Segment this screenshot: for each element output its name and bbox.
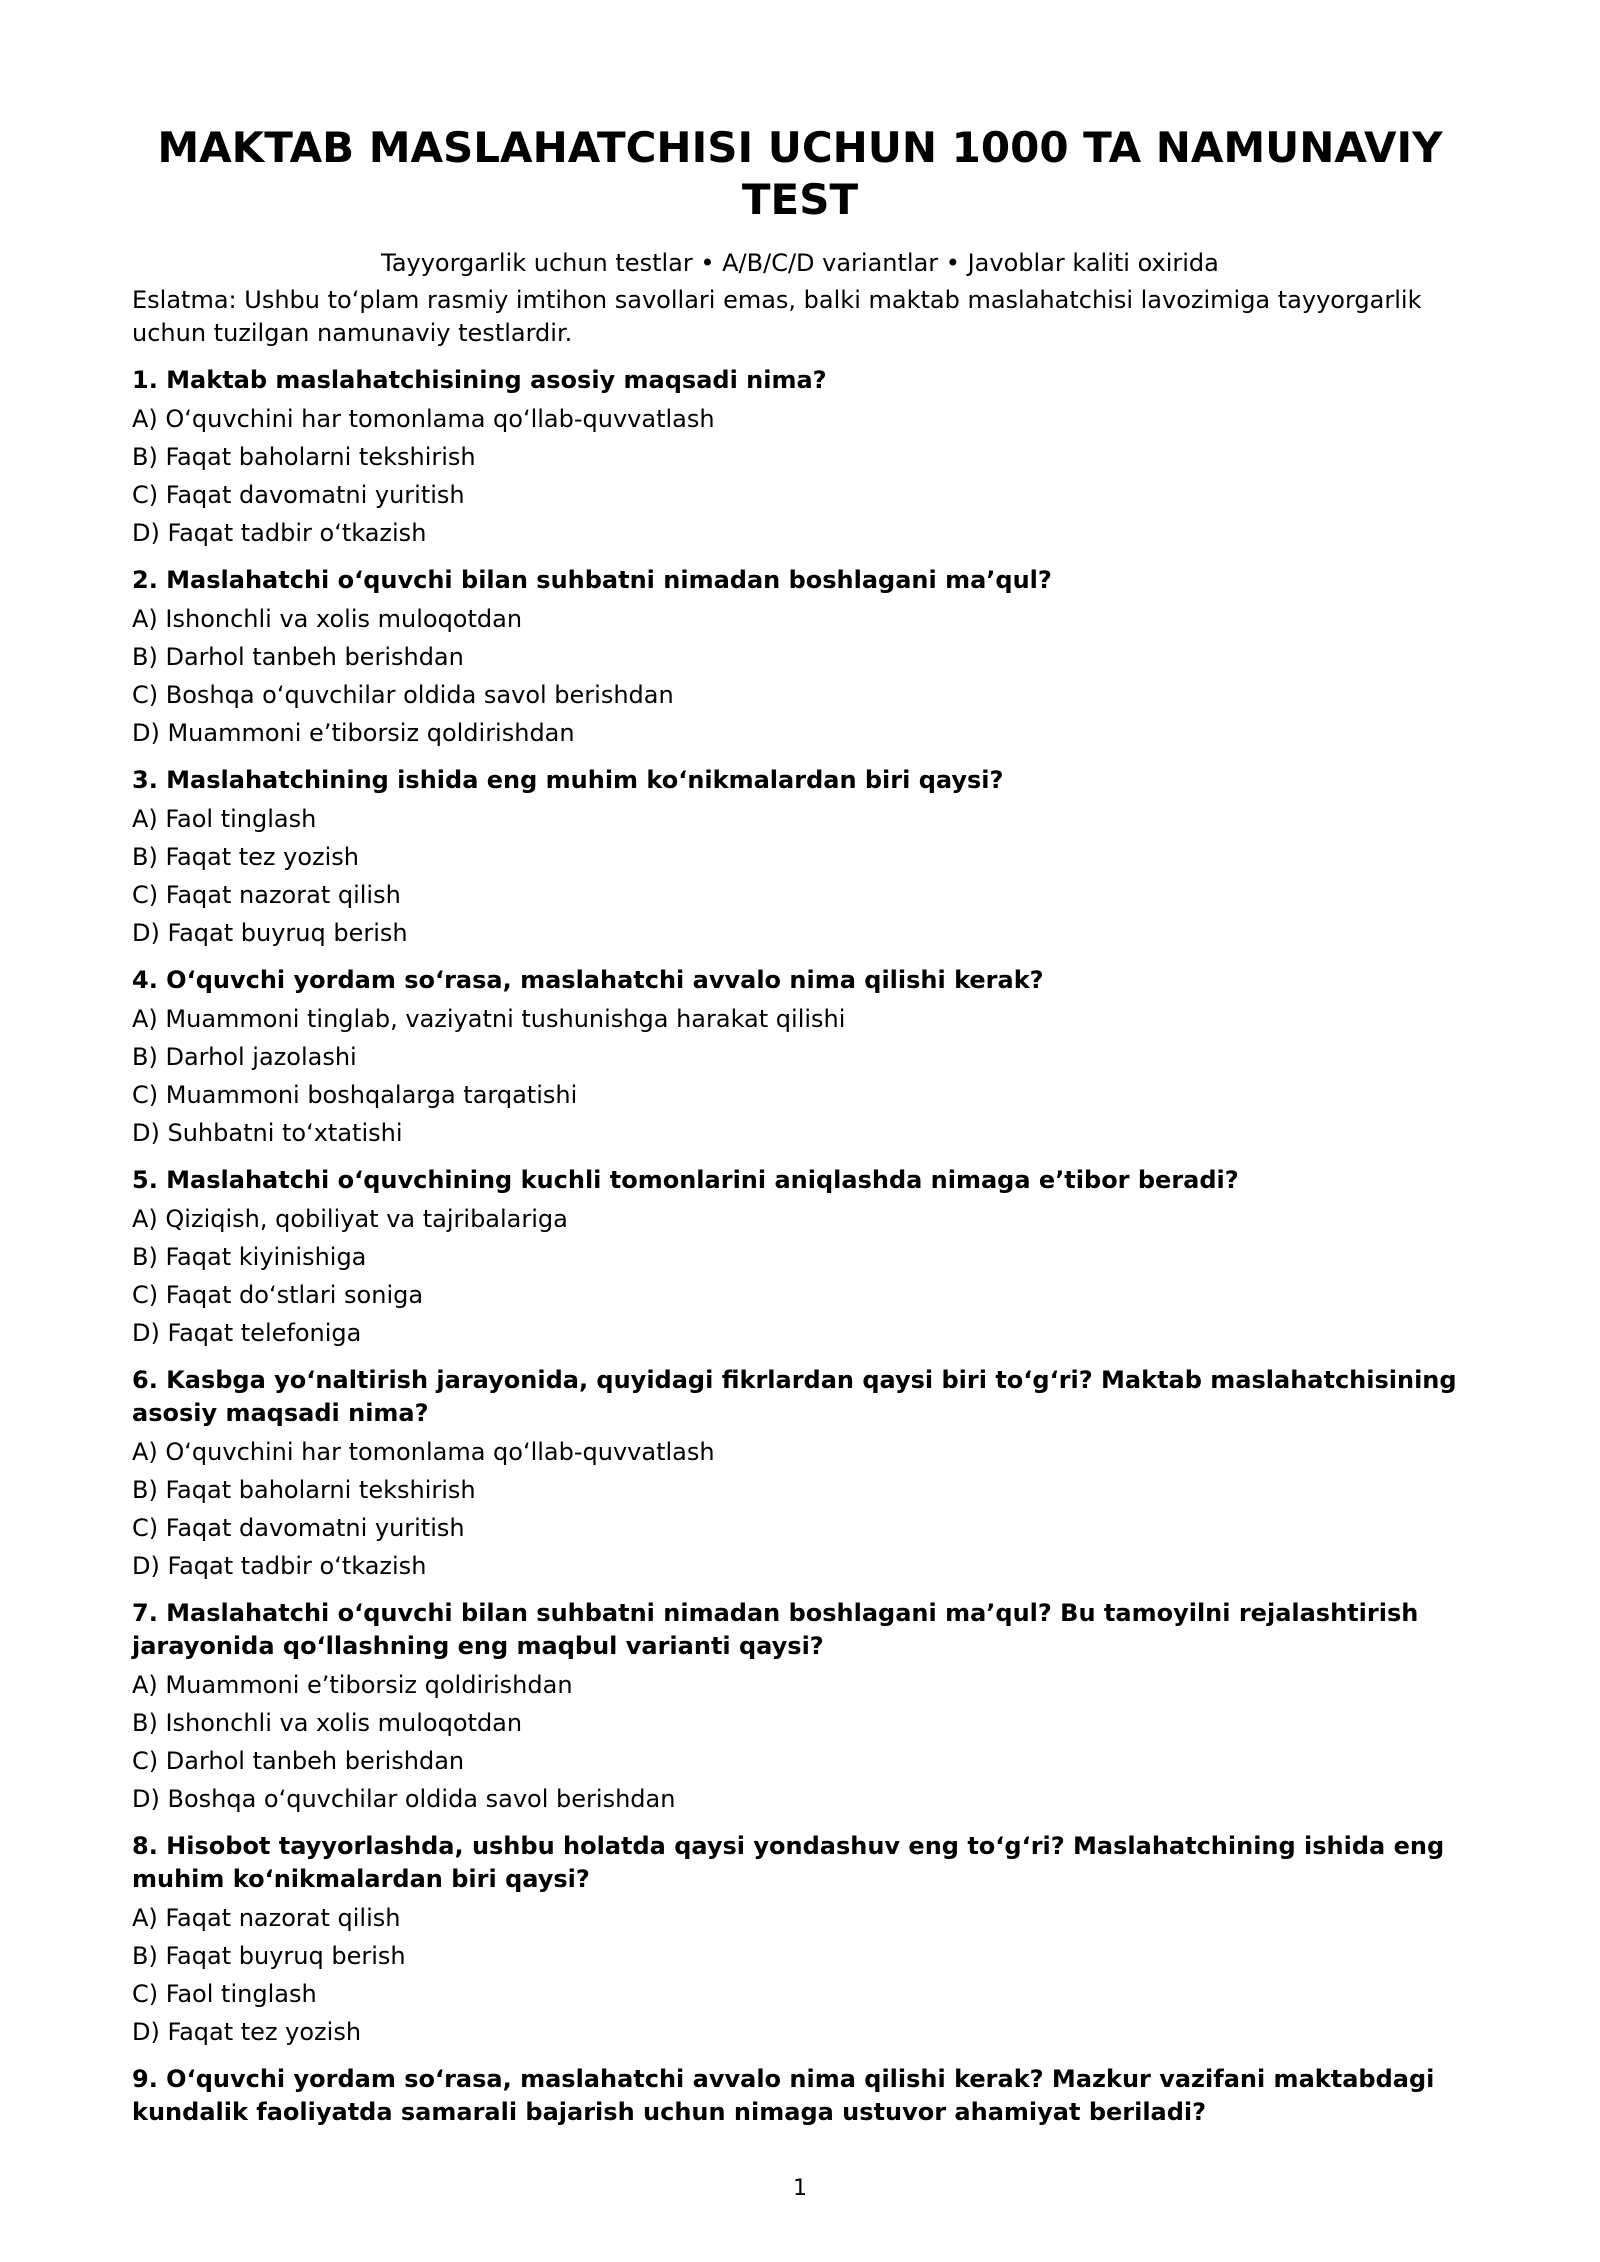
option-c: C) Faqat nazorat qilish	[132, 881, 401, 909]
option-d: D) Faqat telefoniga	[132, 1319, 362, 1347]
question-5	[132, 1164, 1468, 1352]
option-d: D) Suhbatni to‘xtatishi	[132, 1119, 403, 1147]
option-b: B) Faqat tez yozish	[132, 843, 360, 871]
question-text: 9. O‘quvchi yordam so‘rasa, maslahatchi avvalo nima qilishi kerak? Mazkur vazifani maktabdagi kundalik faoliyatda samarali bajarish uchun nimaga ustuvor ahamiyat beriladi?	[132, 2065, 1435, 2126]
question-7	[132, 1597, 1468, 1818]
option-c: C) Faol tinglash	[132, 1980, 317, 2008]
question-8	[132, 1830, 1468, 2051]
question-2	[132, 564, 1468, 752]
option-a: A) Faqat nazorat qilish	[132, 1904, 401, 1932]
question-9	[132, 2063, 1468, 2129]
option-a: A) Muammoni e’tiborsiz qoldirishdan	[132, 1671, 573, 1699]
option-b: B) Faqat baholarni tekshirish	[132, 1476, 476, 1504]
question-3	[132, 764, 1468, 952]
question-text: 7. Maslahatchi o‘quvchi bilan suhbatni nimadan boshlagani ma’qul? Bu tamoyilni rejalashtirish jarayonida qo‘llashning eng maqbul varianti qaysi?	[132, 1599, 1419, 1660]
option-d: D) Faqat tez yozish	[132, 2018, 362, 2046]
option-b: B) Darhol tanbeh berishdan	[132, 643, 464, 671]
option-a: A) O‘quvchini har tomonlama qo‘llab-quvvatlash	[132, 1438, 715, 1466]
document-subtitle: Tayyorgarlik uchun testlar • A/B/C/D variantlar • Javoblar kaliti oxirida	[381, 249, 1219, 277]
question-4	[132, 964, 1468, 1152]
question-text: 8. Hisobot tayyorlashda, ushbu holatda qaysi yondashuv eng to‘g‘ri? Maslahatchining ishida eng muhim ko‘nikmalardan biri qaysi?	[132, 1832, 1445, 1893]
question-text: 6. Kasbga yo‘naltirish jarayonida, quyidagi fikrlardan qaysi biri to‘g‘ri? Maktab maslahatchisining asosiy maqsadi nima?	[132, 1366, 1457, 1427]
option-b: B) Darhol jazolashi	[132, 1043, 357, 1071]
option-d: D) Faqat tadbir o‘tkazish	[132, 1552, 427, 1580]
option-a: A) Faol tinglash	[132, 805, 317, 833]
page-content	[132, 122, 1468, 2141]
question-1	[132, 364, 1468, 552]
option-b: B) Faqat kiyinishiga	[132, 1243, 367, 1271]
option-d: D) Boshqa o‘quvchilar oldida savol berishdan	[132, 1785, 676, 1813]
option-a: A) Muammoni tinglab, vaziyatni tushunishga harakat qilishi	[132, 1005, 846, 1033]
question-6	[132, 1364, 1468, 1585]
page-number: 1	[793, 2176, 807, 2201]
option-b: B) Faqat baholarni tekshirish	[132, 443, 476, 471]
question-text: 2. Maslahatchi o‘quvchi bilan suhbatni nimadan boshlagani ma’qul?	[132, 566, 1052, 594]
option-c: C) Muammoni boshqalarga tarqatishi	[132, 1081, 578, 1109]
option-b: B) Ishonchli va xolis muloqotdan	[132, 1709, 523, 1737]
option-c: C) Boshqa o‘quvchilar oldida savol berishdan	[132, 681, 674, 709]
option-a: A) Ishonchli va xolis muloqotdan	[132, 605, 523, 633]
question-text: 4. O‘quvchi yordam so‘rasa, maslahatchi avvalo nima qilishi kerak?	[132, 966, 1044, 994]
option-d: D) Muammoni e’tiborsiz qoldirishdan	[132, 719, 575, 747]
option-a: A) Qiziqish, qobiliyat va tajribalariga	[132, 1205, 568, 1233]
option-b: B) Faqat buyruq berish	[132, 1942, 406, 1970]
option-c: C) Faqat davomatni yuritish	[132, 481, 465, 509]
question-text: 3. Maslahatchining ishida eng muhim ko‘nikmalardan biri qaysi?	[132, 766, 1004, 794]
document-note: Eslatma: Ushbu to‘plam rasmiy imtihon savollari emas, balki maktab maslahatchisi lavozimiga tayyorgarlik uchun tuzilgan namunaviy testlardir.	[132, 286, 1422, 347]
question-text: 1. Maktab maslahatchisining asosiy maqsadi nima?	[132, 366, 827, 394]
option-a: A) O‘quvchini har tomonlama qo‘llab-quvvatlash	[132, 405, 715, 433]
question-text: 5. Maslahatchi o‘quvchining kuchli tomonlarini aniqlashda nimaga e’tibor beradi?	[132, 1166, 1239, 1194]
option-c: C) Faqat davomatni yuritish	[132, 1514, 465, 1542]
option-c: C) Darhol tanbeh berishdan	[132, 1747, 465, 1775]
document-title: MAKTAB MASLAHATCHISI UCHUN 1000 TA NAMUNAVIY TEST	[157, 123, 1443, 224]
option-c: C) Faqat do‘stlari soniga	[132, 1281, 424, 1309]
option-d: D) Faqat buyruq berish	[132, 919, 408, 947]
option-d: D) Faqat tadbir o‘tkazish	[132, 519, 427, 547]
